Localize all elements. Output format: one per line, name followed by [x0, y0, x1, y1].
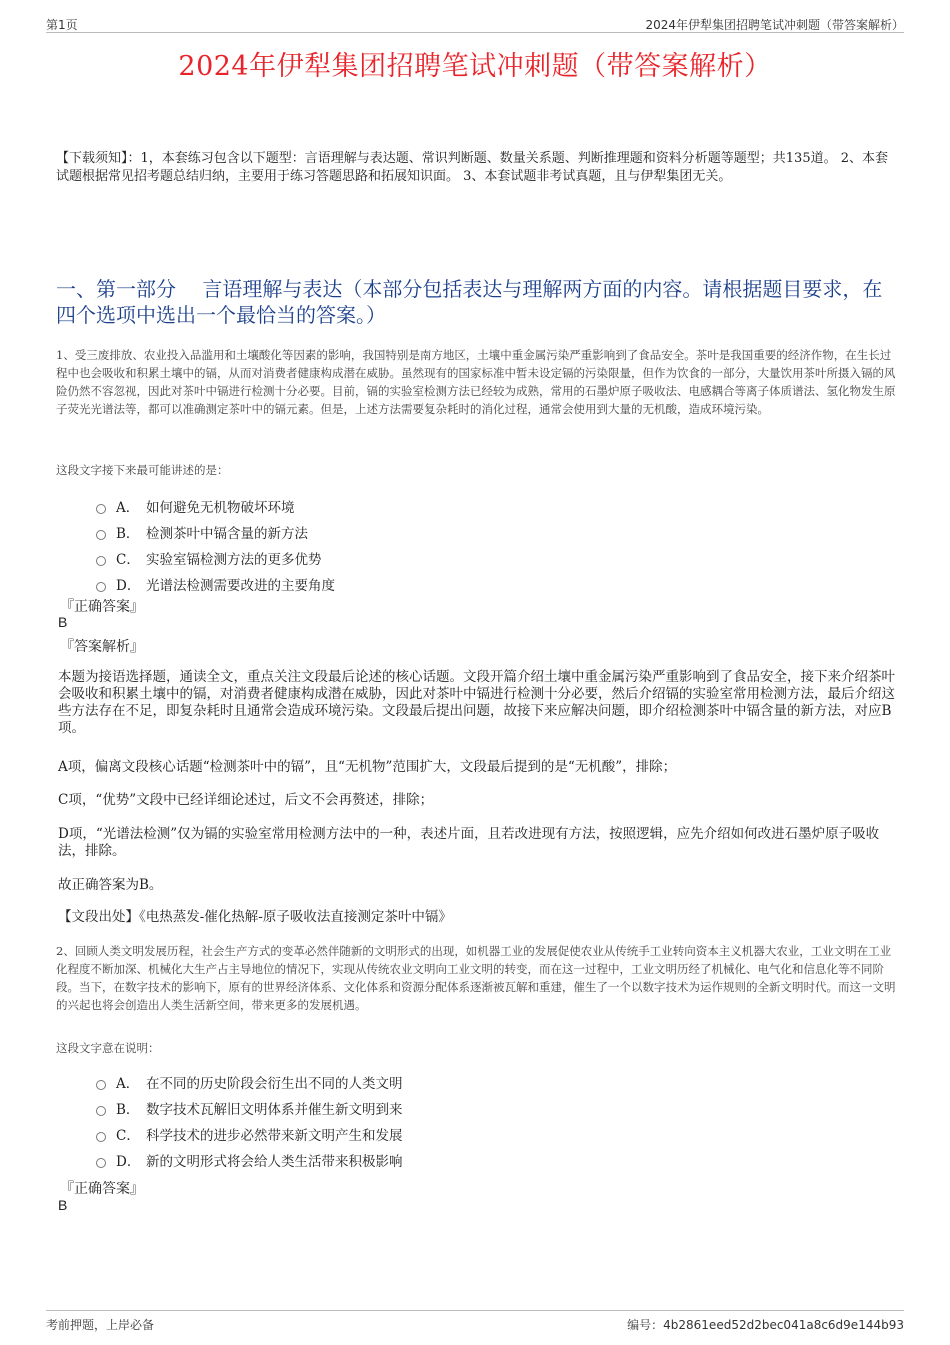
- q2-answer-label: 『正确答案』: [60, 1181, 144, 1197]
- q1-option-d[interactable]: D． 光谱法检测需要改进的主要角度: [96, 574, 335, 594]
- radio-icon[interactable]: [96, 582, 106, 592]
- q1-answer: B: [58, 614, 68, 630]
- radio-icon[interactable]: [96, 530, 106, 540]
- q1-option-c[interactable]: C． 实验室镉检测方法的更多优势: [96, 548, 322, 568]
- q2-answer: B: [58, 1197, 68, 1213]
- q1-prompt: 这段文字接下来最可能讲述的是：: [56, 463, 229, 477]
- q2-prompt: 这段文字意在说明：: [56, 1041, 160, 1055]
- page-number: 第1页: [46, 18, 78, 32]
- q1-analysis-para: 本题为接语选择题，通读全文，重点关注文段最后论述的核心话题。文段开篇介绍土壤中重金属污染严重影响到了食品安全，接下来介绍茶叶会吸收和积累土壤中的镉，对消费者健康构成潜在威胁，因此对茶叶中镉进行检测十分必要，然后介绍镉的实验室常用检测方法，最后介绍这些方法存在不足，即复杂耗时且通常会造成环境污染。文段最后提出问题，故接下来应解决问题，即介绍检测茶叶中镉含量的新方法，对应B项。: [58, 669, 895, 736]
- radio-icon[interactable]: [96, 1106, 106, 1116]
- q2-passage: 2、回顾人类文明发展历程，社会生产方式的变革必然伴随新的文明形式的出现，如机器工业的发展促使农业从传统手工业转向资本主义机器大农业，工业文明在工业化程度不断加深、机械化大生产占主导地位的情况下，实现从传统农业文明向工业文明的转变，而在这一过程中，工业文明历经了机械化、电气化和信息化等不同阶段。当下，在数字技术的影响下，原有的世界经济体系、文化体系和资源分配体系逐渐被瓦解和重建，催生了一个以数字技术为运作规则的全新文明时代。而这一文明的兴起也将会创造出人类生活新空间，带来更多的发展机遇。: [56, 944, 896, 1012]
- radio-icon[interactable]: [96, 504, 106, 514]
- page-header: [46, 14, 904, 33]
- footer-slogan: 考前押题，上岸必备: [46, 1318, 155, 1332]
- q1-option-a[interactable]: A． 如何避免无机物破坏环境: [96, 496, 295, 516]
- q1-analysis-label: 『答案解析』: [60, 639, 144, 655]
- radio-icon[interactable]: [96, 1132, 106, 1142]
- q1-analysis-para: D项，“光谱法检测”仅为镉的实验室常用检测方法中的一种，表述片面，且若改进现有方法，按照逻辑，应先介绍如何改进石墨炉原子吸收法，排除。: [58, 826, 880, 859]
- header-doc-title: 2024年伊犁集团招聘笔试冲刺题（带答案解析）: [645, 18, 904, 32]
- download-notice: 【下载须知】：1，本套练习包含以下题型：言语理解与表达题、常识判断题、数量关系题、判断推理题和资料分析题等题型；共135道。 2、本套试题根据常见招考题总结归纳，主要用于练习答题思路和拓展知识面。 3、本套试题非考试真题，且与伊犁集团无关。: [56, 151, 888, 184]
- q2-option-c[interactable]: C． 科学技术的进步必然带来新文明产生和发展: [96, 1124, 403, 1144]
- q1-source: 【文段出处】《电热蒸发-催化热解-原子吸收法直接测定茶叶中镉》: [58, 909, 452, 925]
- q2-option-b[interactable]: B． 数字技术瓦解旧文明体系并催生新文明到来: [96, 1098, 403, 1118]
- q1-answer-label: 『正确答案』: [60, 599, 144, 615]
- section-heading: 一、第一部分 言语理解与表达（本部分包括表达与理解两方面的内容。请根据题目要求，在四个选项中选出一个最恰当的答案。）: [56, 277, 883, 327]
- footer-doc-id: 编号：4b2861eed52d2bec041a8c6d9e144b93: [627, 1318, 904, 1332]
- q1-option-b[interactable]: B． 检测茶叶中镉含量的新方法: [96, 522, 308, 542]
- radio-icon[interactable]: [96, 556, 106, 566]
- radio-icon[interactable]: [96, 1158, 106, 1168]
- q1-passage: 1、受三废排放、农业投入品滥用和土壤酸化等因素的影响，我国特别是南方地区，土壤中重金属污染严重影响到了食品安全。茶叶是我国重要的经济作物，在生长过程中也会吸收和积累土壤中的镉，从而对消费者健康构成潜在威胁。虽然现有的国家标准中暂未设定镉的污染限量，但作为饮食的一部分，大量饮用茶叶所摄入镉的风险仍然不容忽视，因此对茶叶中镉进行检测十分必要。目前，镉的实验室检测方法已经较为成熟，常用的石墨炉原子吸收法、电感耦合等离子体质谱法、氢化物发生原子荧光光谱法等，都可以准确测定茶叶中的镉元素。但是，上述方法需要复杂耗时的消化过程，通常会使用到大量的无机酸，造成环境污染。: [56, 348, 896, 416]
- q1-analysis-para: C项，“优势”文段中已经详细论述过，后文不会再赘述，排除；: [58, 792, 434, 808]
- radio-icon[interactable]: [96, 1080, 106, 1090]
- q1-analysis-para: A项，偏离文段核心话题“检测茶叶中的镉”，且“无机物”范围扩大，文段最后提到的是“无机酸”，排除；: [58, 759, 677, 775]
- q2-option-d[interactable]: D． 新的文明形式将会给人类生活带来积极影响: [96, 1150, 403, 1170]
- q1-analysis-para: 故正确答案为B。: [58, 877, 163, 893]
- page-footer: [46, 1310, 904, 1333]
- page-title: 2024年伊犁集团招聘笔试冲刺题（带答案解析）: [178, 51, 772, 82]
- q2-option-a[interactable]: A． 在不同的历史阶段会衍生出不同的人类文明: [96, 1072, 403, 1092]
